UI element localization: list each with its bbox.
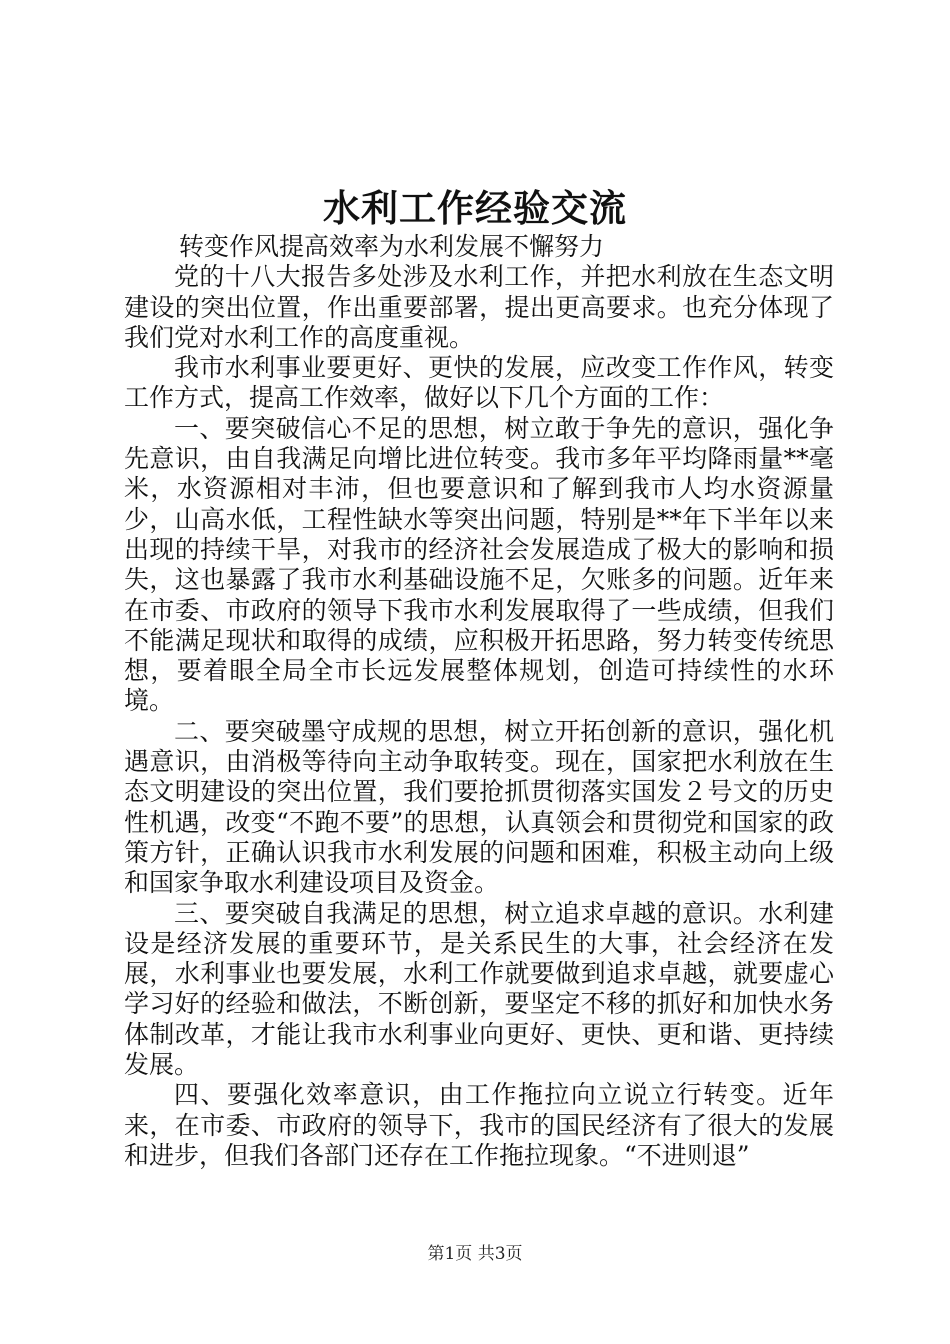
page-number-footer: 第1页 共3页 xyxy=(427,1244,523,1264)
body-paragraph: 一、要突破信心不足的思想，树立敢于争先的意识，强化争先意识，由自我满足向增比进位转变。我市多年平均降雨量**毫米，水资源相对丰沛，但也要意识和了解到我市人均水资源量少，山高水低，工程性缺水等突出问题，特别是**年下半年以来出现的持续干旱，对我市的经济社会发展造成了极大的影响和损失，这也暴露了我市水利基础设施不足，欠账多的问题。近年来在市委、市政府的领导下我市水利发展取得了一些成绩，但我们不能满足现状和取得的成绩，应积极开拓思路，努力转变传统思想，要着眼全局全市长远发展整体规划，创造可持续性的水环境。 xyxy=(124,413,834,716)
document-title: 水利工作经验交流 xyxy=(323,186,627,230)
document-body xyxy=(124,232,834,1171)
body-paragraph: 二、要突破墨守成规的思想，树立开拓创新的意识，强化机遇意识，由消极等待向主动争取转变。现在，国家把水利放在生态文明建设的突出位置，我们要抢抓贯彻落实国发２号文的历史性机遇，改变“不跑不要”的思想，认真领会和贯彻党和国家的政策方针，正确认识我市水利发展的问题和困难，积极主动向上级和国家争取水利建设项目及资金。 xyxy=(124,716,834,898)
body-paragraph: 我市水利事业要更好、更快的发展，应改变工作作风，转变工作方式，提高工作效率，做好以下几个方面的工作： xyxy=(124,353,834,413)
body-paragraph: 三、要突破自我满足的思想，树立追求卓越的意识。水利建设是经济发展的重要环节，是关系民生的大事，社会经济在发展，水利事业也要发展，水利工作就要做到追求卓越，就要虚心学习好的经验和做法，不断创新，要坚定不移的抓好和加快水务体制改革，才能让我市水利事业向更好、更快、更和谐、更持续发展。 xyxy=(124,898,834,1080)
body-paragraph: 党的十八大报告多处涉及水利工作，并把水利放在生态文明建设的突出位置，作出重要部署，提出更高要求。也充分体现了我们党对水利工作的高度重视。 xyxy=(124,262,834,352)
body-paragraph: 四、要强化效率意识，由工作拖拉向立说立行转变。近年来，在市委、市政府的领导下，我市的国民经济有了很大的发展和进步，但我们各部门还存在工作拖拉现象。“不进则退” xyxy=(124,1080,834,1170)
subtitle-paragraph: 转变作风提高效率为水利发展不懈努力 xyxy=(179,232,605,261)
